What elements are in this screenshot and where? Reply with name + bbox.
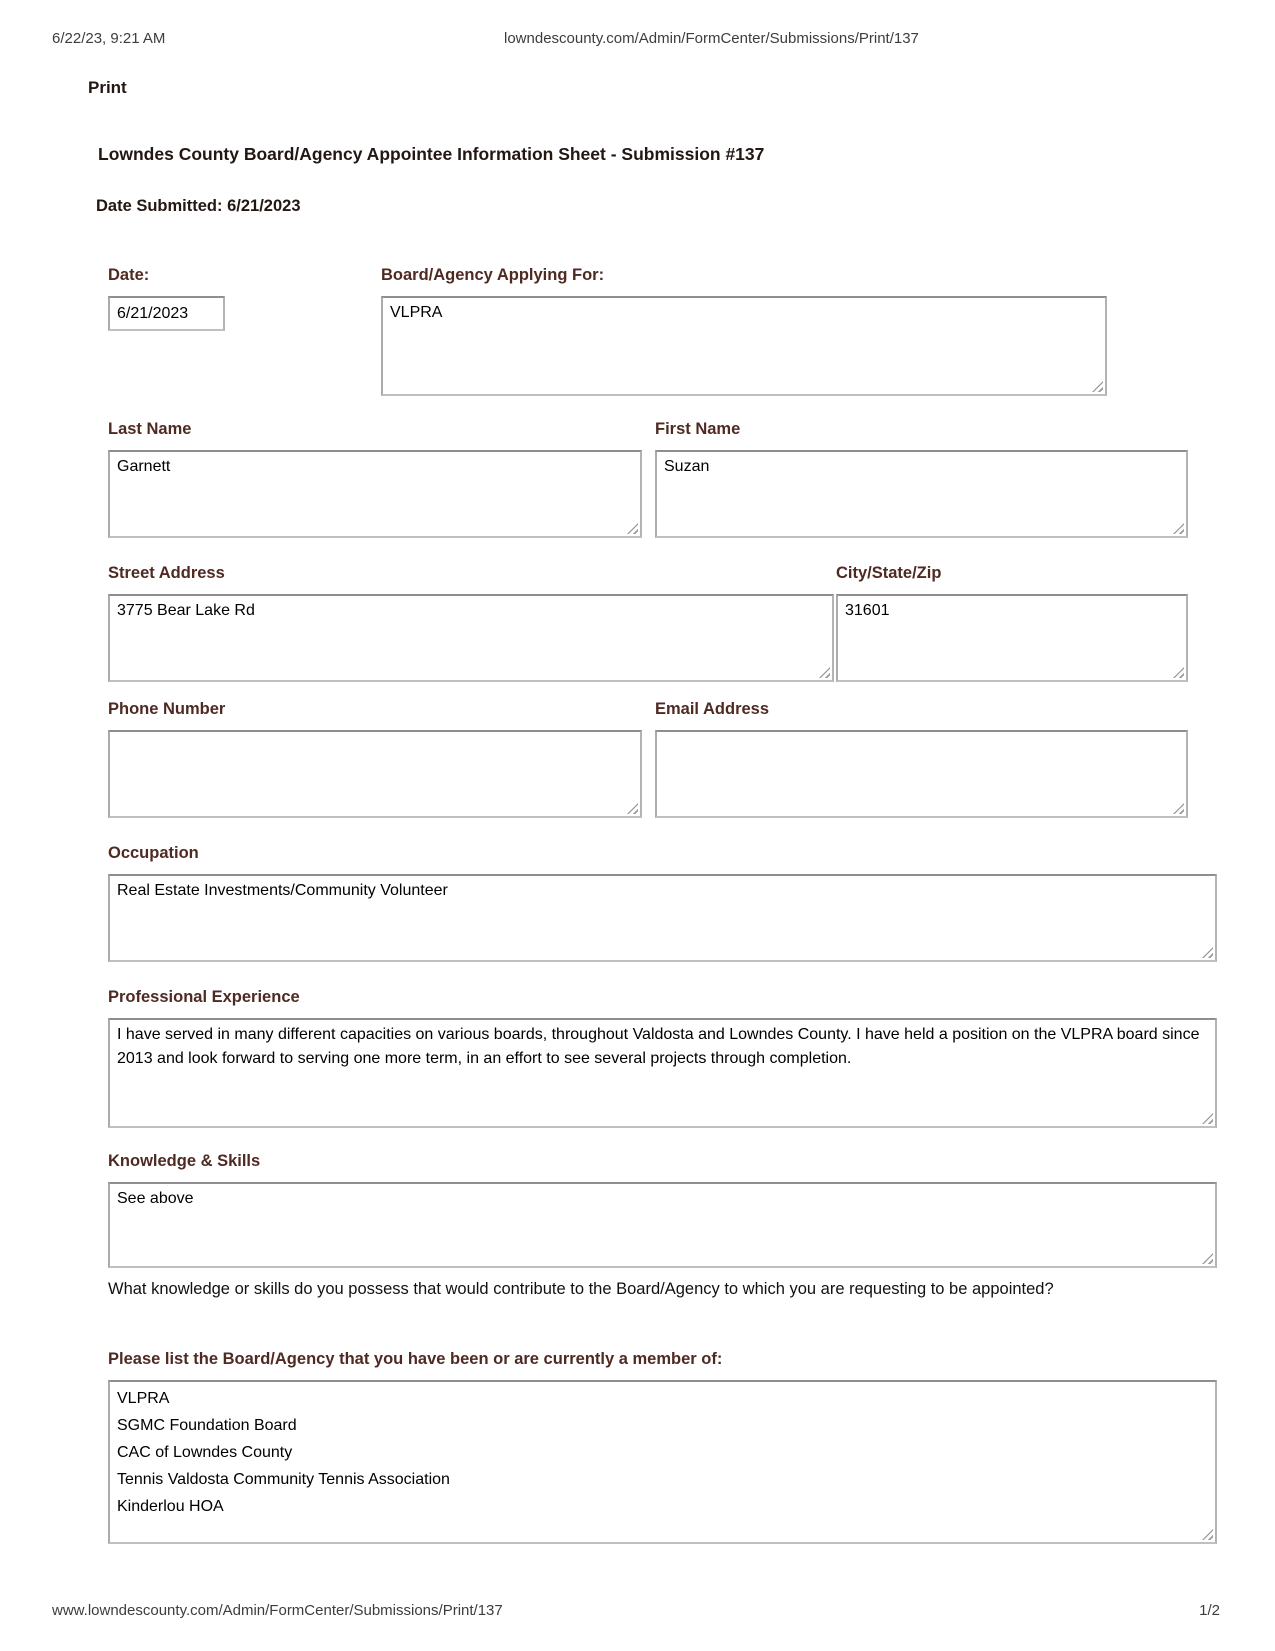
city-state-zip-textarea[interactable] [836, 594, 1188, 682]
phone-number-label: Phone Number [108, 700, 226, 718]
first-name-textarea[interactable] [655, 450, 1188, 538]
field-email-address [655, 700, 1188, 818]
field-board-agency [381, 266, 1107, 396]
last-name-label: Last Name [108, 420, 192, 438]
page-title: Lowndes County Board/Agency Appointee Information Sheet - Submission #137 [98, 144, 765, 164]
city-state-zip-label: City/State/Zip [836, 564, 942, 582]
field-city-state-zip [836, 564, 1188, 682]
professional-experience-label: Professional Experience [108, 988, 300, 1006]
knowledge-skills-textarea[interactable] [108, 1182, 1217, 1268]
field-occupation [108, 844, 1217, 962]
street-address-textarea[interactable] [108, 594, 834, 682]
knowledge-skills-helper: What knowledge or skills do you possess that would contribute to the Board/Agency to which you are requesting to be appointed? [108, 1280, 1054, 1298]
occupation-label: Occupation [108, 844, 199, 862]
field-member-boards [108, 1350, 1217, 1544]
field-first-name [655, 420, 1188, 538]
header-datetime: 6/22/23, 9:21 AM [52, 30, 166, 47]
field-street-address [108, 564, 834, 682]
board-agency-label: Board/Agency Applying For: [381, 266, 605, 284]
professional-experience-textarea[interactable] [108, 1018, 1217, 1128]
print-button[interactable]: Print [88, 78, 127, 97]
member-boards-label: Please list the Board/Agency that you have been or are currently a member of: [108, 1350, 723, 1368]
phone-number-textarea[interactable] [108, 730, 642, 818]
email-address-label: Email Address [655, 700, 770, 718]
occupation-textarea[interactable] [108, 874, 1217, 962]
knowledge-skills-label: Knowledge & Skills [108, 1152, 261, 1170]
field-knowledge-skills [108, 1152, 1217, 1268]
field-phone-number [108, 700, 642, 818]
field-date [108, 266, 225, 331]
first-name-label: First Name [655, 420, 741, 438]
header-url: lowndescounty.com/Admin/FormCenter/Submissions/Print/137 [504, 30, 919, 47]
date-label: Date: [108, 266, 150, 284]
last-name-textarea[interactable] [108, 450, 642, 538]
field-professional-experience [108, 988, 1217, 1128]
footer-page-number: 1/2 [1199, 1602, 1220, 1619]
street-address-label: Street Address [108, 564, 225, 582]
email-address-textarea[interactable] [655, 730, 1188, 818]
footer-url: www.lowndescounty.com/Admin/FormCenter/Submissions/Print/137 [52, 1602, 503, 1619]
date-input[interactable] [108, 296, 225, 331]
field-last-name [108, 420, 642, 538]
board-agency-textarea[interactable] [381, 296, 1107, 396]
date-submitted: Date Submitted: 6/21/2023 [96, 197, 301, 215]
member-boards-textarea[interactable] [108, 1380, 1217, 1544]
